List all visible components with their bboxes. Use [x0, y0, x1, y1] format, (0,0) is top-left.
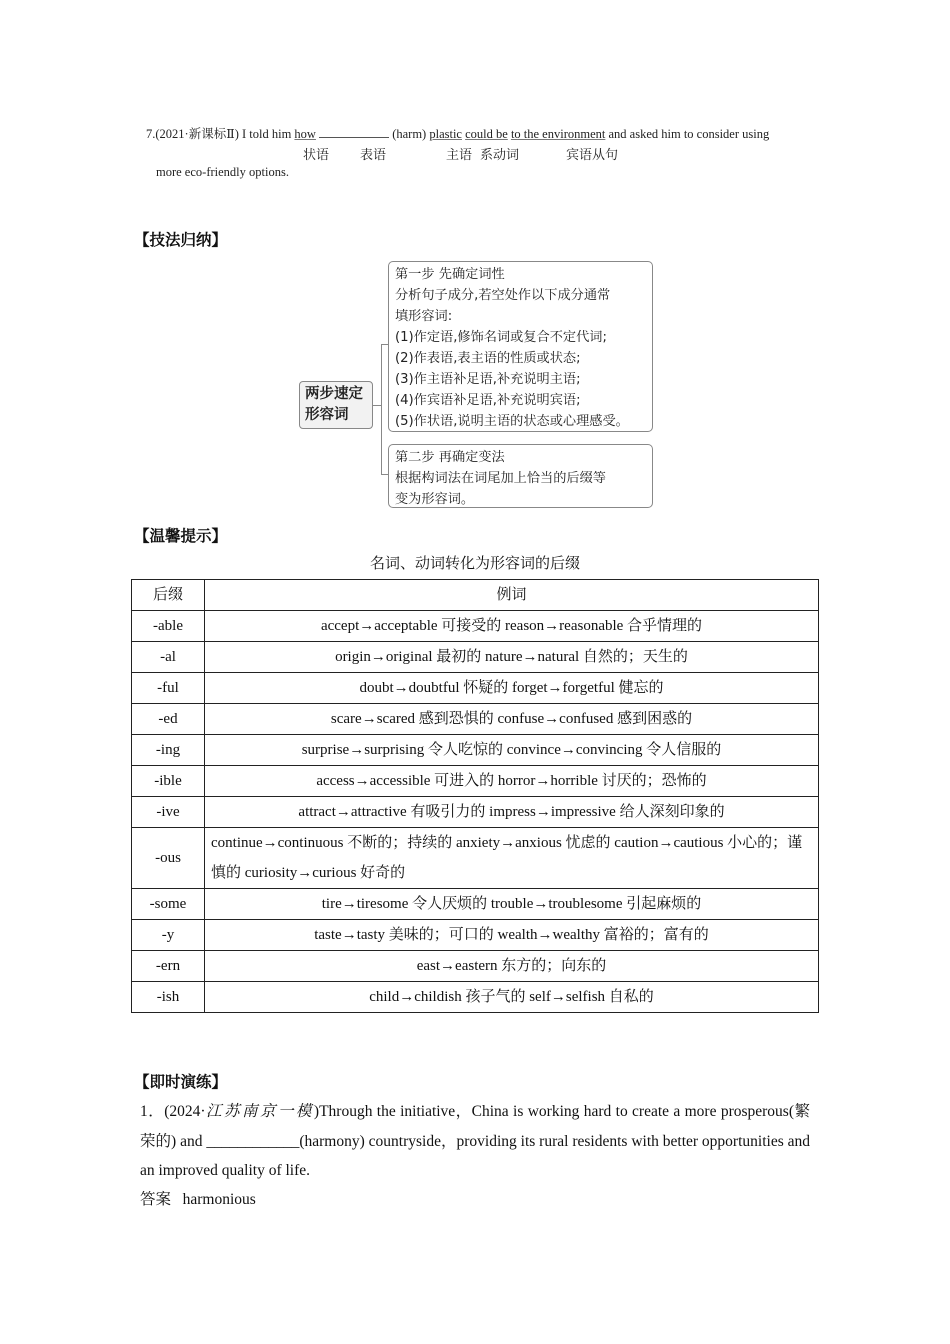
- label-subject: 主语: [446, 147, 473, 162]
- diagram-step1-box: [388, 261, 653, 432]
- step1-line: (5)作状语,说明主语的状态或心理感受。: [395, 414, 629, 429]
- suffix-cell: -y: [132, 920, 205, 951]
- table-row: [132, 766, 819, 797]
- example-how: how: [294, 127, 316, 141]
- suffix-cell: -al: [132, 642, 205, 673]
- example-could-be: could be: [465, 127, 508, 141]
- table-row: [132, 951, 819, 982]
- diagram-connector: [373, 405, 381, 406]
- suffix-cell: -ed: [132, 704, 205, 735]
- examples-cell: scare→scared 感到恐惧的 confuse→confused 感到困惑的: [205, 704, 819, 735]
- suffix-cell: -able: [132, 611, 205, 642]
- example-continuation: more eco-friendly options.: [156, 165, 289, 179]
- table-row: [132, 673, 819, 704]
- suffix-cell: -ous: [132, 828, 205, 889]
- suffix-cell: -ible: [132, 766, 205, 797]
- table-row: [132, 920, 819, 951]
- answer-label: 答案: [140, 1190, 172, 1208]
- diagram-connector: [381, 344, 382, 474]
- examples-cell: access→accessible 可进入的 horror→horrible 讨厌的；恐怖的: [205, 766, 819, 797]
- answer-value: harmonious: [182, 1191, 256, 1208]
- label-predicative: 表语: [360, 147, 387, 162]
- table-row: [132, 889, 819, 920]
- example-hint: (harm): [389, 127, 430, 141]
- suffix-cell: -ish: [132, 982, 205, 1013]
- diagram-connector: [381, 474, 388, 475]
- step2-line: 第二步 再确定变法: [395, 450, 505, 465]
- diagram-main-line: 两步速定: [305, 386, 363, 402]
- step1-line: 分析句子成分,若空处作以下成分通常: [395, 288, 611, 303]
- label-adverbial: 状语: [303, 147, 330, 162]
- suffix-cell: -some: [132, 889, 205, 920]
- examples-cell: surprise→surprising 令人吃惊的 convince→convincing 令人信服的: [205, 735, 819, 766]
- table-row: [132, 735, 819, 766]
- example-plastic: plastic: [429, 127, 462, 141]
- question-source-open: (2024·: [164, 1103, 206, 1120]
- example-lead: 7.(2021·新课标Ⅱ) I told him: [146, 127, 295, 141]
- examples-cell: child→childish 孩子气的 self→selfish 自私的: [205, 982, 819, 1013]
- examples-cell: continue→continuous 不断的；持续的 anxiety→anxious 忧虑的 caution→cautious 小心的；谨慎的 curiosity→curious 好奇的: [205, 828, 819, 889]
- example-sentence: [146, 124, 769, 142]
- diagram-main-line: 形容词: [305, 407, 349, 423]
- examples-cell: attract→attractive 有吸引力的 impress→impressive 给人深刻印象的: [205, 797, 819, 828]
- table-header-cell: 例词: [205, 580, 819, 611]
- examples-cell: doubt→doubtful 怀疑的 forget→forgetful 健忘的: [205, 673, 819, 704]
- step1-line: 填形容词:: [395, 309, 453, 324]
- question-source-place: 江苏南京一模: [205, 1103, 314, 1120]
- table-header-row: [132, 580, 819, 611]
- diagram-connector: [381, 344, 388, 345]
- question-body: )Through the initiative，China is working hard to create a more prosperous(繁荣的) and ____________(harmony) countryside，providing its rural residents with better opportunities and an improved quality of life.: [140, 1103, 810, 1179]
- step1-line: (1)作定语,修饰名词或复合不定代词;: [395, 330, 607, 345]
- step2-line: 根据构词法在词尾加上恰当的后缀等: [395, 471, 606, 486]
- step2-line: 变为形容词。: [395, 492, 475, 507]
- table-row: [132, 704, 819, 735]
- question-number: 1．: [140, 1103, 165, 1120]
- question-1: [140, 1097, 810, 1186]
- examples-cell: taste→tasty 美味的；可口的 wealth→wealthy 富裕的；富有的: [205, 920, 819, 951]
- table-row: [132, 642, 819, 673]
- examples-cell: tire→tiresome 令人厌烦的 trouble→troublesome 引起麻烦的: [205, 889, 819, 920]
- step1-line: (4)作宾语补足语,补充说明宾语;: [395, 393, 581, 408]
- example-to-environment: to the environment: [510, 127, 606, 141]
- table-row: [132, 797, 819, 828]
- diagram-step2-box: [388, 444, 653, 508]
- suffix-cell: -ing: [132, 735, 205, 766]
- suffix-table: [131, 579, 819, 1013]
- suffix-cell: -ern: [132, 951, 205, 982]
- table-row: [132, 828, 819, 889]
- example-blank: [319, 126, 389, 138]
- suffix-cell: -ful: [132, 673, 205, 704]
- step1-line: (2)作表语,表主语的性质或状态;: [395, 351, 581, 366]
- table-caption: 名词、动词转化为形容词的后缀: [369, 554, 580, 572]
- suffix-cell: -ive: [132, 797, 205, 828]
- examples-cell: accept→acceptable 可接受的 reason→reasonable 合乎情理的: [205, 611, 819, 642]
- examples-cell: east→eastern 东方的；向东的: [205, 951, 819, 982]
- section-heading-technique: 【技法归纳】: [134, 231, 228, 249]
- section-heading-tips: 【温馨提示】: [134, 527, 228, 545]
- step1-line: (3)作主语补足语,补充说明主语;: [395, 372, 581, 387]
- examples-cell: origin→original 最初的 nature→natural 自然的；天生的: [205, 642, 819, 673]
- label-linking-verb: 系动词: [480, 147, 520, 162]
- answer-line: [140, 1187, 256, 1209]
- table-row: [132, 982, 819, 1013]
- diagram-main-node: [299, 381, 373, 429]
- section-heading-practice: 【即时演练】: [134, 1073, 228, 1091]
- label-object-clause: 宾语从句: [566, 147, 619, 162]
- example-tail: and asked him to consider using: [605, 127, 770, 141]
- table-row: [132, 611, 819, 642]
- table-header-cell: 后缀: [132, 580, 205, 611]
- step1-line: 第一步 先确定词性: [395, 267, 505, 282]
